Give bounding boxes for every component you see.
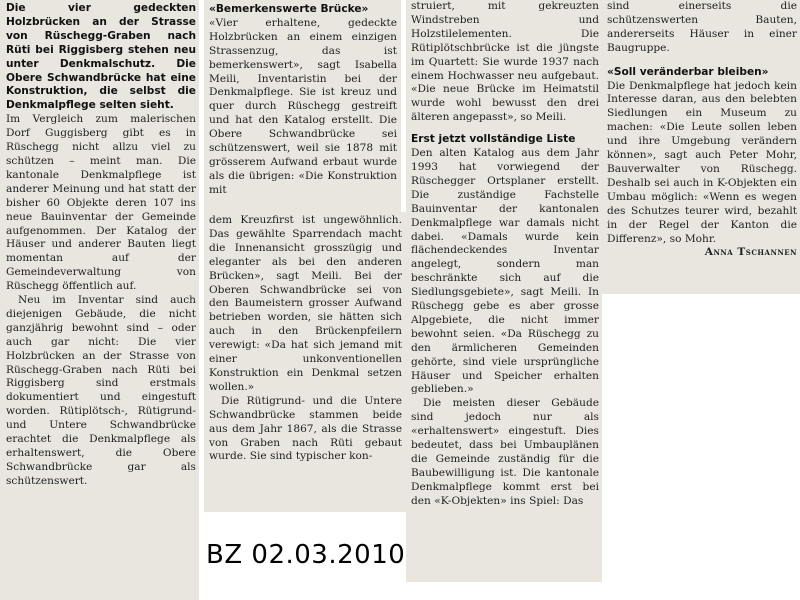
article-paragraph: Im Vergleich zum malerischen Dorf Guggisberg gibt es in Rüschegg nicht allzu viel zu schützen – meint man. Die kantonale Denkmalpflege ist anderer Meinung und hat statt der bisher 60 Objekte deren 107 ins neue Bauinventar der Gemeinde aufgenommen. Der Katalog der Häuser und anderer Bauten liegt momentan auf der Gemeindeverwaltung von Rüschegg öffentlich auf. bbox=[6, 113, 196, 293]
article-paragraph: dem Kreuzfirst ist ungewöhnlich. Das gewählte Sparrendach macht die Innenansicht grosszügig und eleganter als bei den anderen Brücken», sagt Meili. Bei der Oberen Schwandbrücke sei von den Baumeistern grosser Aufwand betrieben worden, sie hätten sich auch in den Brückenpfeilern verewigt: «Da hat sich jemand mit einer unkonventionellen Konstruktion ein Denkmal setzen wollen.» bbox=[209, 214, 402, 393]
article-column-2-bottom bbox=[204, 212, 406, 512]
article-paragraph: struiert, mit gekreuzten Windstreben und Holzstilelementen. Die Rütiplötschbrücke ist die jüngste im Quartett: Sie wurde 1937 nach einem Hochwasser neu aufgebaut. «Die neue Brücke im Heimatstil wurde wohl bewusst den drei älteren angepasst», so Meili. bbox=[411, 0, 599, 124]
article-lead: Die vier gedeckten Holzbrücken an der Strasse von Rüschegg-Graben nach Rüti bei Riggisberg stehen neu unter Denkmalschutz. Die Obere Schwandbrücke hat eine Konstruktion, die selbst die Denkmalpflege selten sieht. bbox=[6, 2, 196, 112]
article-column-1 bbox=[0, 0, 199, 600]
article-paragraph: Neu im Inventar sind auch diejenigen Gebäude, die nicht ganzjährig bewohnt sind – oder auch gar nicht: Die vier Holzbrücken an der Strasse von Rüschegg-Graben nach Rüti bei Riggisberg sind erstmals dokumentiert und eingestuft worden. Rütiplötsch-, Rütigrund- und Untere Schwandbrücke erachtet die Denkmalpflege als erhaltenswert, die Obere Schwandbrücke gar als schützenswert. bbox=[6, 294, 196, 487]
source-date-label: BZ 02.03.2010 bbox=[206, 540, 406, 570]
subheading: «Soll veränderbar bleiben» bbox=[607, 65, 769, 78]
subheading: «Bemerkenswerte Brücke» bbox=[209, 3, 369, 15]
article-column-2-top bbox=[204, 0, 401, 212]
author-byline bbox=[607, 246, 797, 260]
article-paragraph: Die Rütigrund- und die Untere Schwandbrücke stammen beide aus dem Jahr 1867, als die Strasse von Graben nach Rüti gebaut wurde. Sie sind typischer kon- bbox=[209, 394, 402, 463]
article-column-4 bbox=[602, 0, 800, 294]
article-column-3 bbox=[406, 0, 602, 582]
article-paragraph: Die meisten dieser Gebäude sind jedoch nur als «erhaltenswert» eingestuft. Dies bedeutet, dass bei Umbauplänen die Gemeinde zuständig für die Baubewilligung ist. Die kantonale Denkmalpflege kommt erst bei den «K-Objekten» ins Spiel: Das bbox=[411, 397, 599, 507]
subheading: Erst jetzt vollständige Liste bbox=[411, 133, 576, 146]
article-paragraph: sind einerseits die schützenswerten Bauten, andererseits Häuser in einer Baugruppe. bbox=[607, 0, 797, 54]
author-name: Anna Tschannen bbox=[704, 246, 797, 259]
article-paragraph: Den alten Katalog aus dem Jahr 1993 hat vorwiegend der Rüschegger Ortsplaner erstellt. Die zuständige Fachstelle Bauinventar der kantonalen Denkmalpflege war damals nicht dabei. «Damals wurde kein flächendeckendes Inventar angelegt, sondern man beschränkte sich auf die Siedlungsgebiete», sagt Meili. In Rüschegg gebe es aber grosse Alpgebiete, die nicht immer bewohnt seien. «Da Rüschegg zu den ärmlicheren Gemeinden gehörte, sind viele ursprüngliche Häuser und Speicher erhalten geblieben.» bbox=[411, 147, 599, 396]
article-paragraph: «Vier erhaltene, gedeckte Holzbrücken an einem einzigen Strassenzug, das ist bemerkenswert», sagt Isabella Meili, Inventaristin bei der Denkmalpflege. Sie ist kreuz und quer durch Rüschegg gestreift und hat den Katalog erstellt. Die Obere Schwandbrücke sei schützenswert, weil sie 1878 mit grösserem Aufwand erbaut wurde als die übrigen: «Die Konstruktion mit bbox=[209, 16, 397, 196]
article-paragraph: Die Denkmalpflege hat jedoch kein Interesse daran, aus den belebten Siedlungen ein Museum zu machen: «Die Leute sollen leben und ihre Umgebung verändern können», sagt auch Peter Mohr, Bauverwalter von Rüschegg. Deshalb sei auch in K-Objekten ein Umbau möglich: «Wenn es wegen des Schutzes teurer wird, bezahlt in der Regel der Kanton die Differenz», so Mohr. bbox=[607, 79, 797, 245]
